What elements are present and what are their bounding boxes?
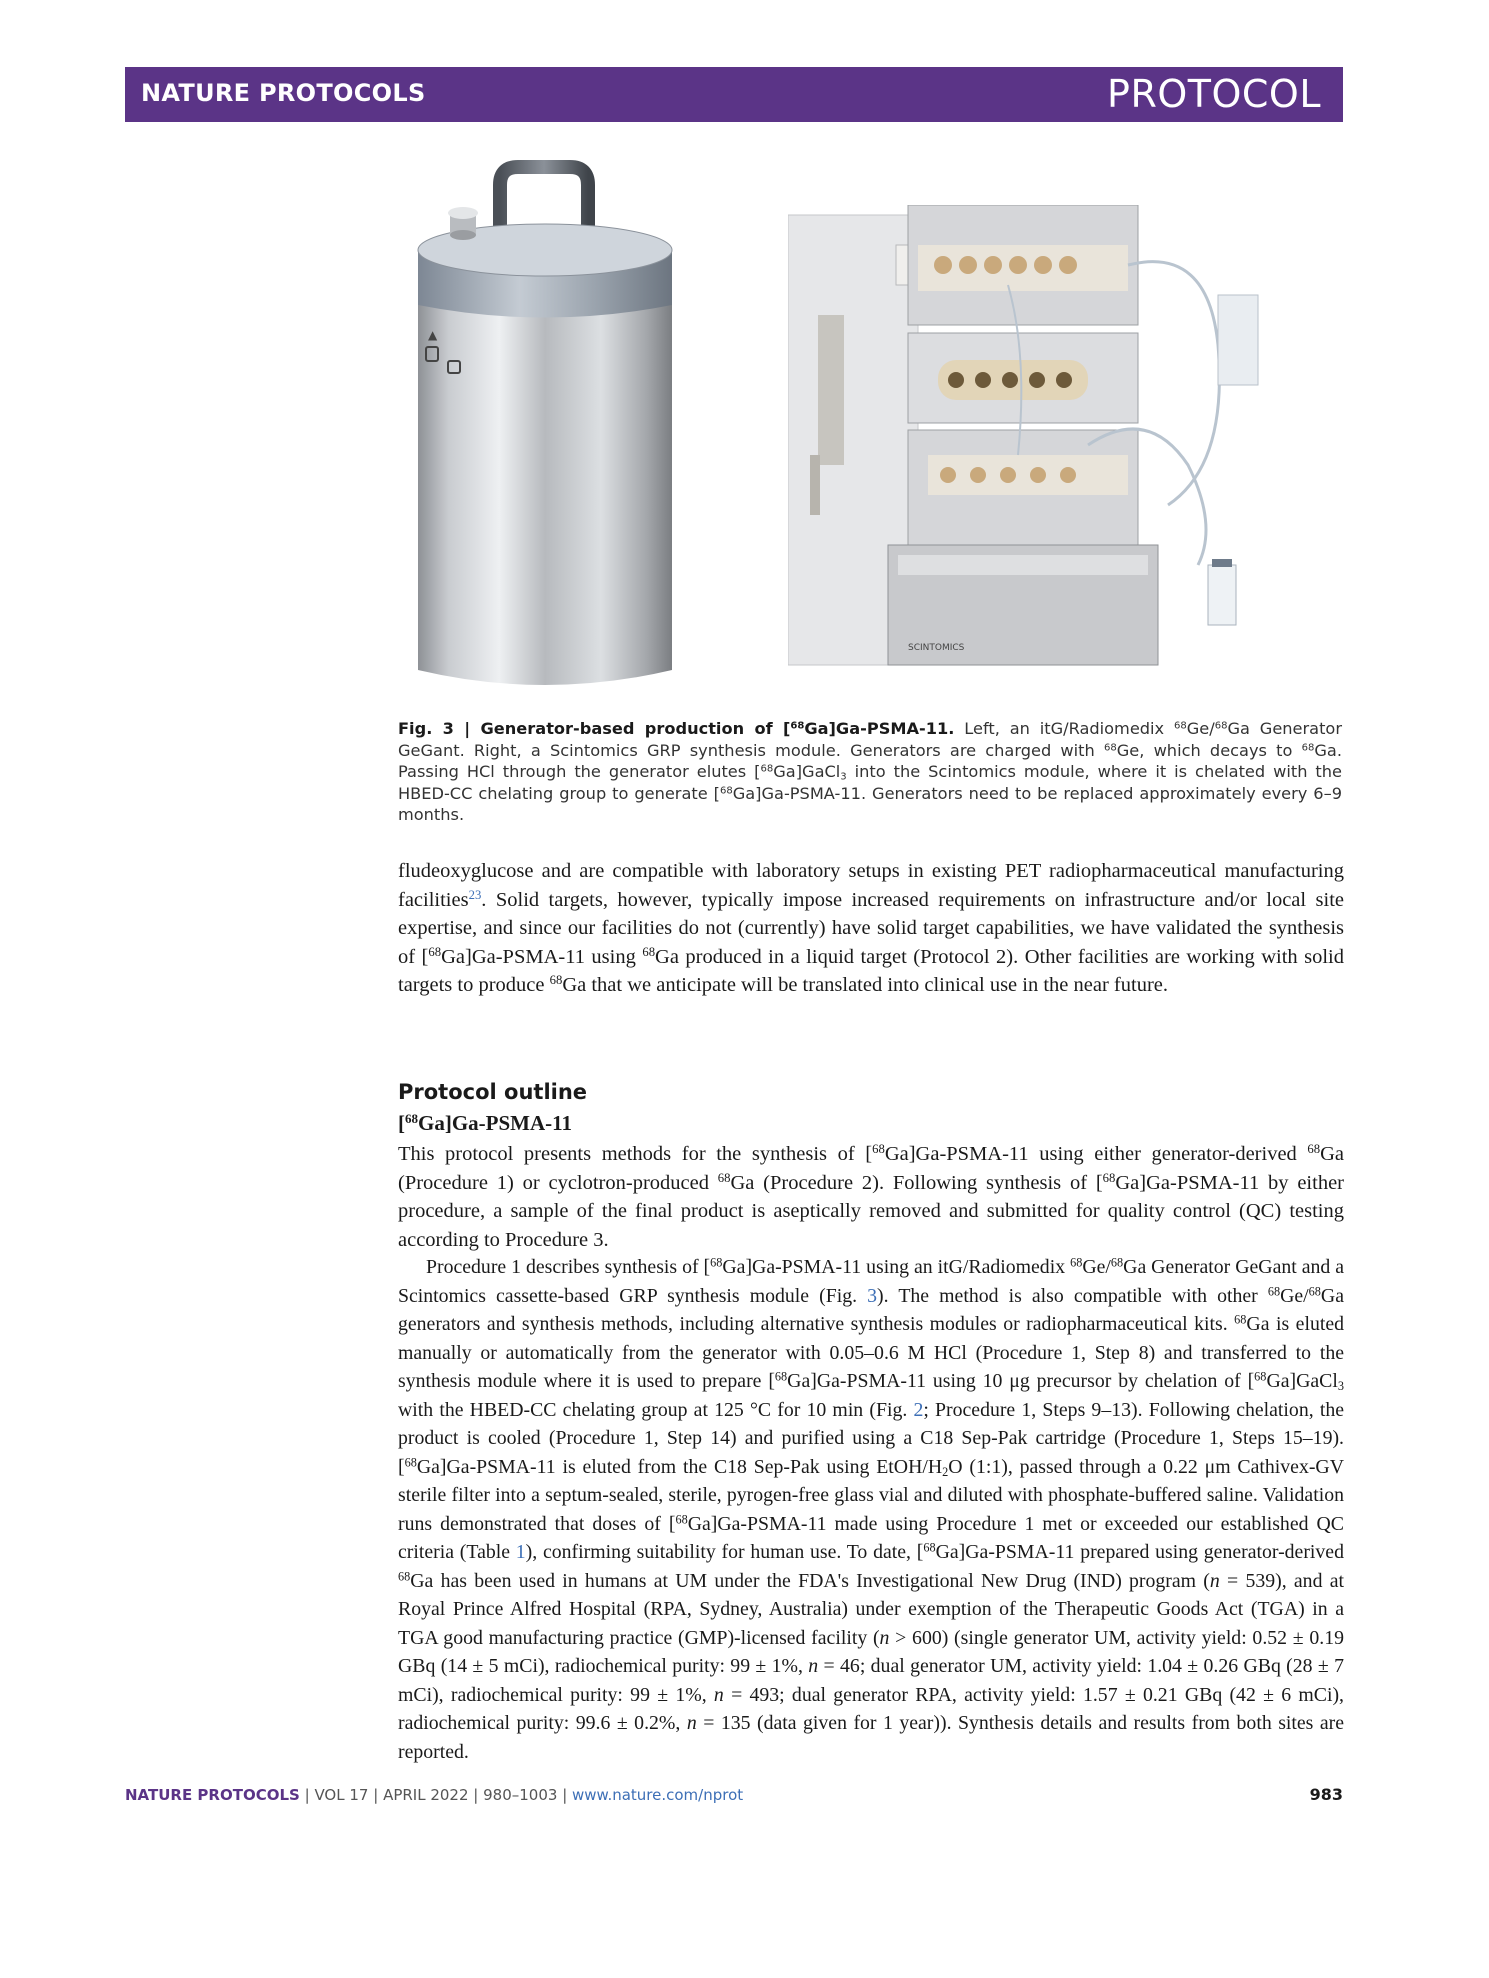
paragraph-text: Procedure 1 describes synthesis of [$^{68}$Ga]Ga-PSMA-11 using an itG/Radiomedix $^{68}$Ge/$^{68}$Ga Generator GeGant and a Scintomics cassette-based GRP synthesis module (Fig. 3). The method is also compatible with other $^{68}$Ge/$^{68}$Ga generators and synthesis methods, including alternative synthesis modules or radiopharmaceutical kits. $^{68}$Ga is eluted manually or automatically from the generator with 0.05–0.6 M HCl (Procedure 1, Step 8) and transferred to the synthesis module where it is used to prepare [$^{68}$Ga]Ga-PSMA-11 using 10 μg precursor by chelation of [$^{68}$Ga]GaCl$_3$ with the HBED-CC chelating group at 125 °C for 10 min (Fig. 2; Procedure 1, Steps 9–13). Following chelation, the product is cooled (Procedure 1, Step 14) and purified using a C18 Sep-Pak cartridge (Procedure 1, Steps 15–19). [$^{68}$Ga]Ga-PSMA-11 is eluted from the C18 Sep-Pak using EtOH/$H_2O$ (1:1), passed through a 0.22 μm Cathivex-GV sterile filter into a septum-sealed, sterile, pyrogen-free glass vial and diluted with phosphate-buffered saline. Validation runs demonstrated that doses of [$^{68}$Ga]Ga-PSMA-11 made using Procedure 1 met or exceeded our established QC criteria (Table 1), confirming suitability for human use. To date, [$^{68}$Ga]Ga-PSMA-11 prepared using generator-derived $^{68}$Ga has been used in humans at UM under the FDA's Investigational New Drug (IND) program (n = 539), and at Royal Prince Alfred Hospital (RPA, Sydney, Australia) under exemption of the Therapeutic Goods Act (TGA) in a TGA good manufacturing practice (GMP)-licensed facility (n > 600) (single generator UM, activity yield: 0.52 ± 0.19 GBq (14 ± 5 mCi), radiochemical purity: 99 ± 1%, n = 46; dual generator UM, activity yield: 1.04 ± 0.26 GBq (28 ± 7 mCi), radiochemical purity: 99 ± 1%, n = 493; dual generator RPA, activity yield: 1.57 ± 0.21 GBq (42 ± 6 mCi), radiochemical purity: 99.6 ± 0.2%, n = 135 (data given for 1 year)). Synthesis details and results from both sites are reported. (398, 1255, 1345, 1763)
footer-url[interactable]: www.nature.com/nprot (572, 1786, 744, 1804)
body-paragraph (398, 1253, 1344, 1766)
module-brand-label: SCINTOMICS (908, 643, 965, 653)
page-footer: NATURE PROTOCOLS | VOL 17 | APRIL 2022 | 980–1003 | www.nature.com/nprot 983 (125, 1785, 1343, 1804)
paragraph-text: This protocol presents methods for the synthesis of [$^{68}$Ga]Ga-PSMA-11 using either generator-derived $^{68}$Ga (Procedure 1) or cyclotron-produced $^{68}$Ga (Procedure 2). Following synthesis of [$^{68}$Ga]Ga-PSMA-11 by either procedure, a sample of the final product is aseptically removed and submitted for quality control (QC) testing according to Procedure 3. (398, 1142, 1344, 1251)
footer-volume: VOL 17 (314, 1786, 369, 1804)
figure-link[interactable]: 3 (867, 1284, 878, 1307)
figure-caption (398, 718, 1342, 826)
synthesis-module-photo (788, 205, 1280, 693)
footer-pages: 980–1003 (483, 1786, 558, 1804)
section-subheading: [$^{68}$Ga]Ga-PSMA-11 (398, 1110, 572, 1135)
article-type: PROTOCOL (1107, 72, 1321, 116)
figure-caption-label: Fig. 3 | Generator-based production of [$^{68}$Ga]Ga-PSMA-11. (398, 719, 955, 738)
journal-header-bar (125, 67, 1343, 122)
figure-caption-text: Left, an itG/Radiomedix $^{68}$Ge/$^{68}$Ga Generator GeGant. Right, a Scintomics GRP synthesis module. Generators are charged with $^{68}$Ge, which decays to $^{68}$Ga. Passing HCl through the generator elutes [$^{68}$Ga]GaCl$_3$ into the Scintomics module, where it is chelated with the HBED-CC chelating group to generate [$^{68}$Ga]Ga-PSMA-11. Generators need to be replaced approximately every 6–9 months. (398, 719, 1342, 824)
svg-text:▲: ▲ (428, 328, 438, 342)
body-paragraph: fludeoxyglucose and are compatible with laboratory setups in existing PET radiopharmaceutical manufacturing facilities$^{23}$. Solid targets, however, typically impose increased requirements on infrastructure and/or local site expertise, and since our facilities do not (currently) have solid target capabilities, we have validated the synthesis of [$^{68}$Ga]Ga-PSMA-11 using $^{68}$Ga produced in a liquid target (Protocol 2). Other facilities are working with solid targets to produce $^{68}$Ga that we anticipate will be translated into clinical use in the near future. (398, 860, 1344, 997)
footer-journal: NATURE PROTOCOLS (125, 1786, 300, 1804)
figure-link[interactable]: 2 (913, 1398, 924, 1421)
footer-date: APRIL 2022 (383, 1786, 469, 1804)
page-number: 983 (1309, 1785, 1343, 1804)
journal-name: NATURE PROTOCOLS (141, 79, 426, 107)
table-link[interactable]: 1 (515, 1541, 526, 1563)
figure-3 (410, 155, 1280, 700)
section-heading: Protocol outline (398, 1080, 588, 1104)
body-paragraph (398, 1140, 1344, 1254)
reference-link[interactable]: 23 (468, 887, 482, 902)
generator-photo (410, 155, 710, 700)
